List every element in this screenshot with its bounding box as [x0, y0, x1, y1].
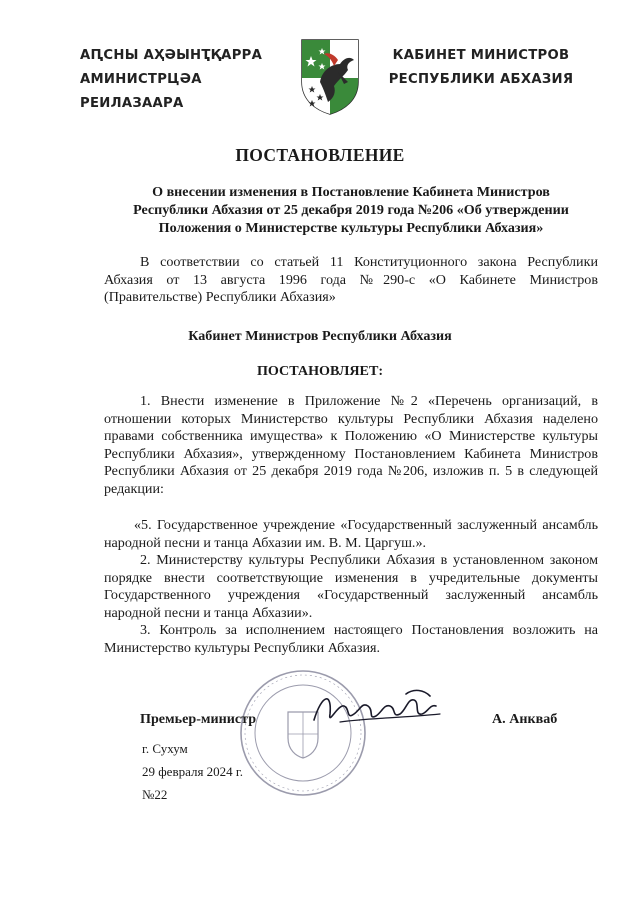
resolves-heading: ПОСТАНОВЛЯЕТ:: [256, 363, 384, 379]
header-abkhaz-line2: АМИНИСТРЦӘА РЕИЛАЗААРА: [80, 72, 202, 111]
item-3-paragraph: 3. Контроль за исполнением настоящего Постановления возложить на Министерство культуры Республики Абхазия.: [104, 622, 598, 656]
header-abkhaz: [80, 44, 286, 116]
subject-line-1: О внесении изменения в Постановление Кабинета Министров: [152, 184, 550, 200]
handwritten-signature-icon: [310, 684, 450, 734]
document-title: ПОСТАНОВЛЕНИЕ: [235, 145, 405, 165]
header-abkhaz-line1: АԤСНЫ АҲӘЫНҬҚАРРА: [80, 48, 263, 63]
signatory-name: А. Анкваб: [492, 711, 558, 727]
header-russian-line1: КАБИНЕТ МИНИСТРОВ: [392, 48, 570, 63]
header-russian: [386, 44, 576, 92]
issuer-heading: Кабинет Министров Республики Абхазия: [188, 328, 452, 344]
document-subject: [104, 183, 598, 237]
coat-of-arms-icon: [298, 36, 362, 116]
issue-place: г. Сухум: [142, 741, 188, 756]
issue-date: 29 февраля 2024 г.: [142, 764, 244, 779]
item-1-quote: «5. Государственное учреждение «Государственный заслуженный ансамбль народной песни и танца Абхазии им. В. М. Царгуш.».: [104, 517, 598, 551]
header-russian-line2: РЕСПУБЛИКИ АБХАЗИЯ: [388, 72, 574, 87]
subject-line-2: Республики Абхазия от 25 декабря 2019 года №206 «Об утверждении: [133, 202, 569, 218]
item-1-paragraph: 1. Внести изменение в Приложение №2 «Перечень организаций, в отношении которых Министерство культуры Республики Абхазия наделено правами собственника имущества» к Положению «О Министерстве культуры Республики Абхазия», утвержденному Постановлением Кабинета Министров Республики Абхазия от 25 декабря 2019 года №206, изложив п. 5 в следующей редакции:: [104, 393, 598, 497]
item-2-paragraph: 2. Министерству культуры Республики Абхазия в установленном законом порядке внести соответствующие изменения в учредительные документы Государственного учреждения «Государственный заслуженный ансамбль народной песни и танца Абхазии».: [104, 552, 598, 621]
signatory-position: Премьер-министр: [140, 711, 257, 727]
document-number: №22: [142, 787, 168, 802]
subject-line-3: Положения о Министерстве культуры Республики Абхазия»: [158, 220, 544, 236]
preamble-paragraph: В соответствии со статьей 11 Конституционного закона Республики Абхазия от 13 августа 1996 года №290-с «О Кабинете Министров (Правительстве) Республики Абхазия»: [104, 254, 598, 306]
